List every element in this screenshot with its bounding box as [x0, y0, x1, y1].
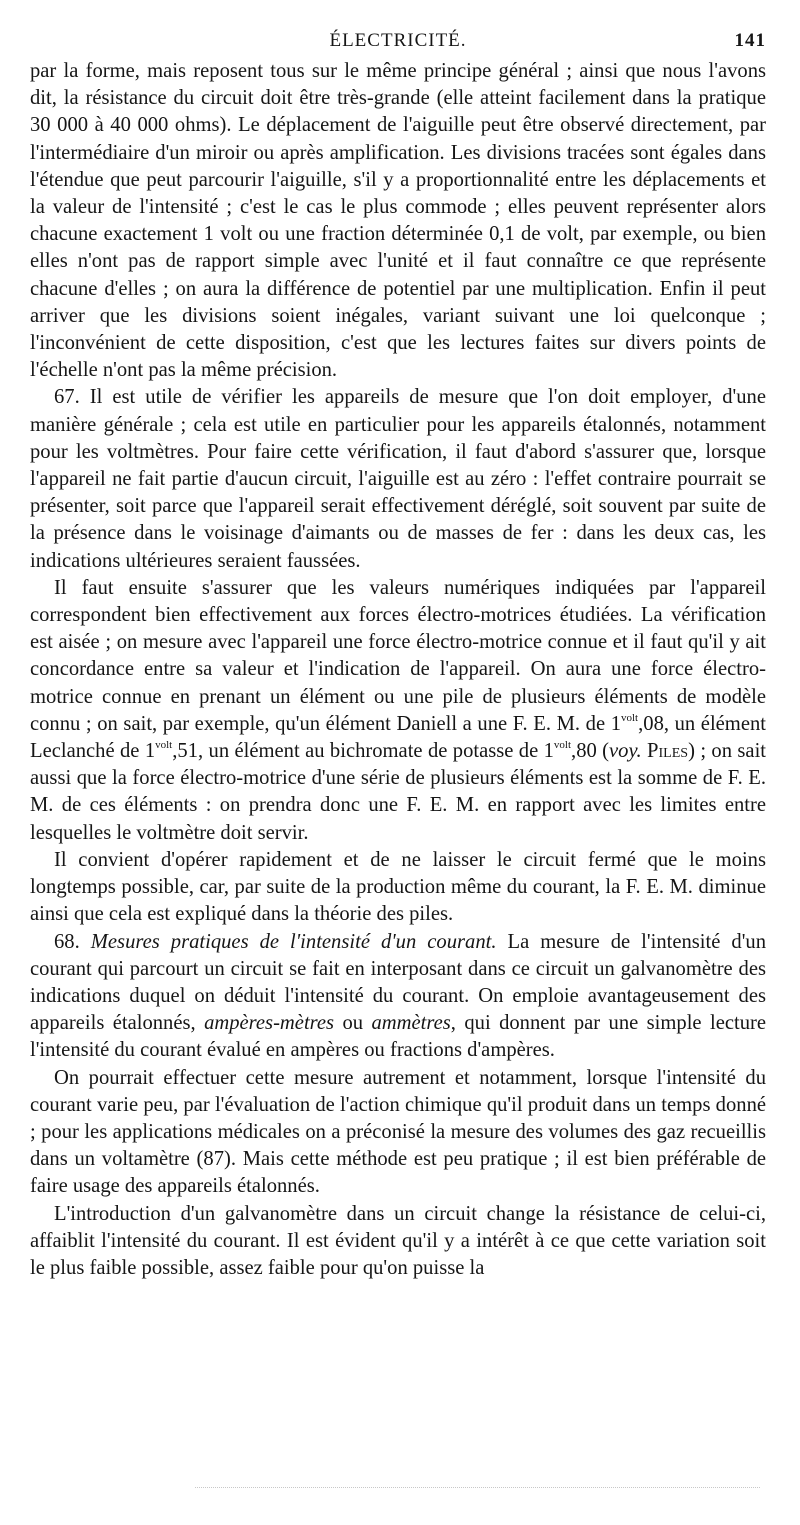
paragraph [30, 1201, 766, 1283]
text-run: 67. Il est utile de vérifier les appareils de mesure que l'on doit employer, d'une manière générale ; cela est utile en particulier pour les appareils étalonnés, notamment pour les voltmètres. Pour faire cette vérification, il faut d'abord s'assurer que, lorsque l'appareil ne fait partie d'aucun circuit, l'aiguille est au zéro : l'effet contraire pourrait se présenter, soit parce que l'appareil serait effectivement déréglé, soit souvent par suite de la présence dans le voisinage d'aimants ou de masses de fer : dans les deux cas, les indications ultérieures seraient faussées. [30, 386, 766, 572]
italic-text: voy. [609, 740, 642, 763]
text-run: par la forme, mais reposent tous sur le même principe général ; ainsi que nous l'avons dit, la résistance du circuit doit être très-grande (elle atteint facilement dans la pratique 30 000 à 40 000 ohms). Le déplacement de l'aiguille peut être observé directement, par l'intermédiaire d'un miroir ou après amplification. Les divisions tracées sont égales dans l'étendue que peut parcourir l'aiguille, s'il y a proportionnalité entre les déplacements et la valeur de l'intensité ; c'est le cas le plus commode ; elles peuvent représenter alors chacune exactement 1 volt ou une fraction déterminée 0,1 de volt, par exemple, ou bien elles n'ont pas de rapport simple avec l'unité et il faut connaître ce que représente chacune d'elles ; on aura la différence de potentiel par une multiplication. Enfin il peut arriver que les divisions soient inégales, variant suivant une loi quelconque ; l'inconvénient de cette disposition, c'est que les lectures faites sur divers points de l'échelle n'ont pas la même précision. [30, 60, 766, 382]
document-page [30, 28, 766, 1282]
page-number: 141 [734, 30, 766, 51]
unit-superscript: volt [155, 739, 173, 752]
running-head [30, 28, 766, 58]
bleed-through-rule [195, 1487, 760, 1488]
text-run: 68. [54, 930, 91, 953]
text-run: , qui donnent par une simple lecture l'intensité du courant évalué en ampères ou fractions d'ampères. [30, 1012, 766, 1062]
paragraph [30, 384, 766, 574]
paragraph [30, 1065, 766, 1201]
italic-text: ammètres [371, 1012, 451, 1035]
paragraph [30, 575, 766, 847]
text-run: On pourrait effectuer cette mesure autrement et notamment, lorsque l'intensité du courant varie peu, par l'évaluation de l'action chimique qu'il produit dans un temps donné ; pour les applications médicales on a préconisé la mesure des volumes des gaz recueillis dans un voltamètre (87). Mais cette méthode est peu pratique ; il est bien préférable de faire usage des appareils étalonnés. [30, 1066, 766, 1198]
text-run: Il faut ensuite s'assurer que les valeurs numériques indiquées par l'appareil correspondent bien effectivement aux forces électro-motrices étudiées. La vérification est aisée ; on mesure avec l'appareil une force électro-motrice connue et il faut qu'il y ait concordance entre sa valeur et l'indication de l'appareil. On aura une force électro-motrice connue en prenant un élément ou une pile de plusieurs éléments de modèle connu ; on sait, par exemple, qu'un élément Daniell a une F. E. M. de 1 [30, 576, 766, 735]
italic-text: Mesures pratiques de l'intensité d'un courant. [90, 930, 497, 953]
text-run: Il convient d'opérer rapidement et de ne laisser le circuit fermé que le moins longtemps possible, car, par suite de la production même du courant, la F. E. M. diminue ainsi que cela est expliqué dans la théorie des piles. [30, 848, 766, 926]
text-run: L'introduction d'un galvanomètre dans un circuit change la résistance de celui-ci, affaiblit l'intensité du courant. Il est évident qu'il y a intérêt à ce que cette variation soit le plus faible possible, assez faible pour qu'on puisse la [30, 1202, 766, 1279]
paragraph [30, 929, 766, 1065]
body-text [30, 58, 766, 1282]
text-run: La mesure de l'intensité d'un courant qui parcourt un circuit se fait en interposant dans ce circuit un galvanomètre des indications duquel on déduit l'intensité du courant. On emploie avantageusement des appareils étalonnés, [30, 930, 767, 1035]
unit-superscript: volt [621, 711, 639, 724]
unit-superscript: volt [553, 739, 572, 752]
paragraph [30, 58, 766, 384]
running-title: ÉLECTRICITÉ. [329, 30, 467, 51]
text-run: ou [334, 1012, 372, 1035]
text-run: ) ; on sait aussi que la force électro-motrice d'une série de plusieurs éléments est la somme de F. E. M. de ces éléments : on prendra donc une F. E. M. en rapport avec les limites entre lesquelles le voltmètre doit servir. [30, 740, 767, 844]
text-run: ,80 ( [571, 740, 610, 763]
small-caps-text: Piles [647, 740, 689, 763]
text-run: ,51, un élément au bichromate de potasse de 1 [172, 740, 554, 763]
italic-text: ampères-mètres [204, 1012, 335, 1035]
text-run: ,08, un élément Leclanché de 1 [30, 712, 766, 763]
paragraph [30, 847, 766, 929]
